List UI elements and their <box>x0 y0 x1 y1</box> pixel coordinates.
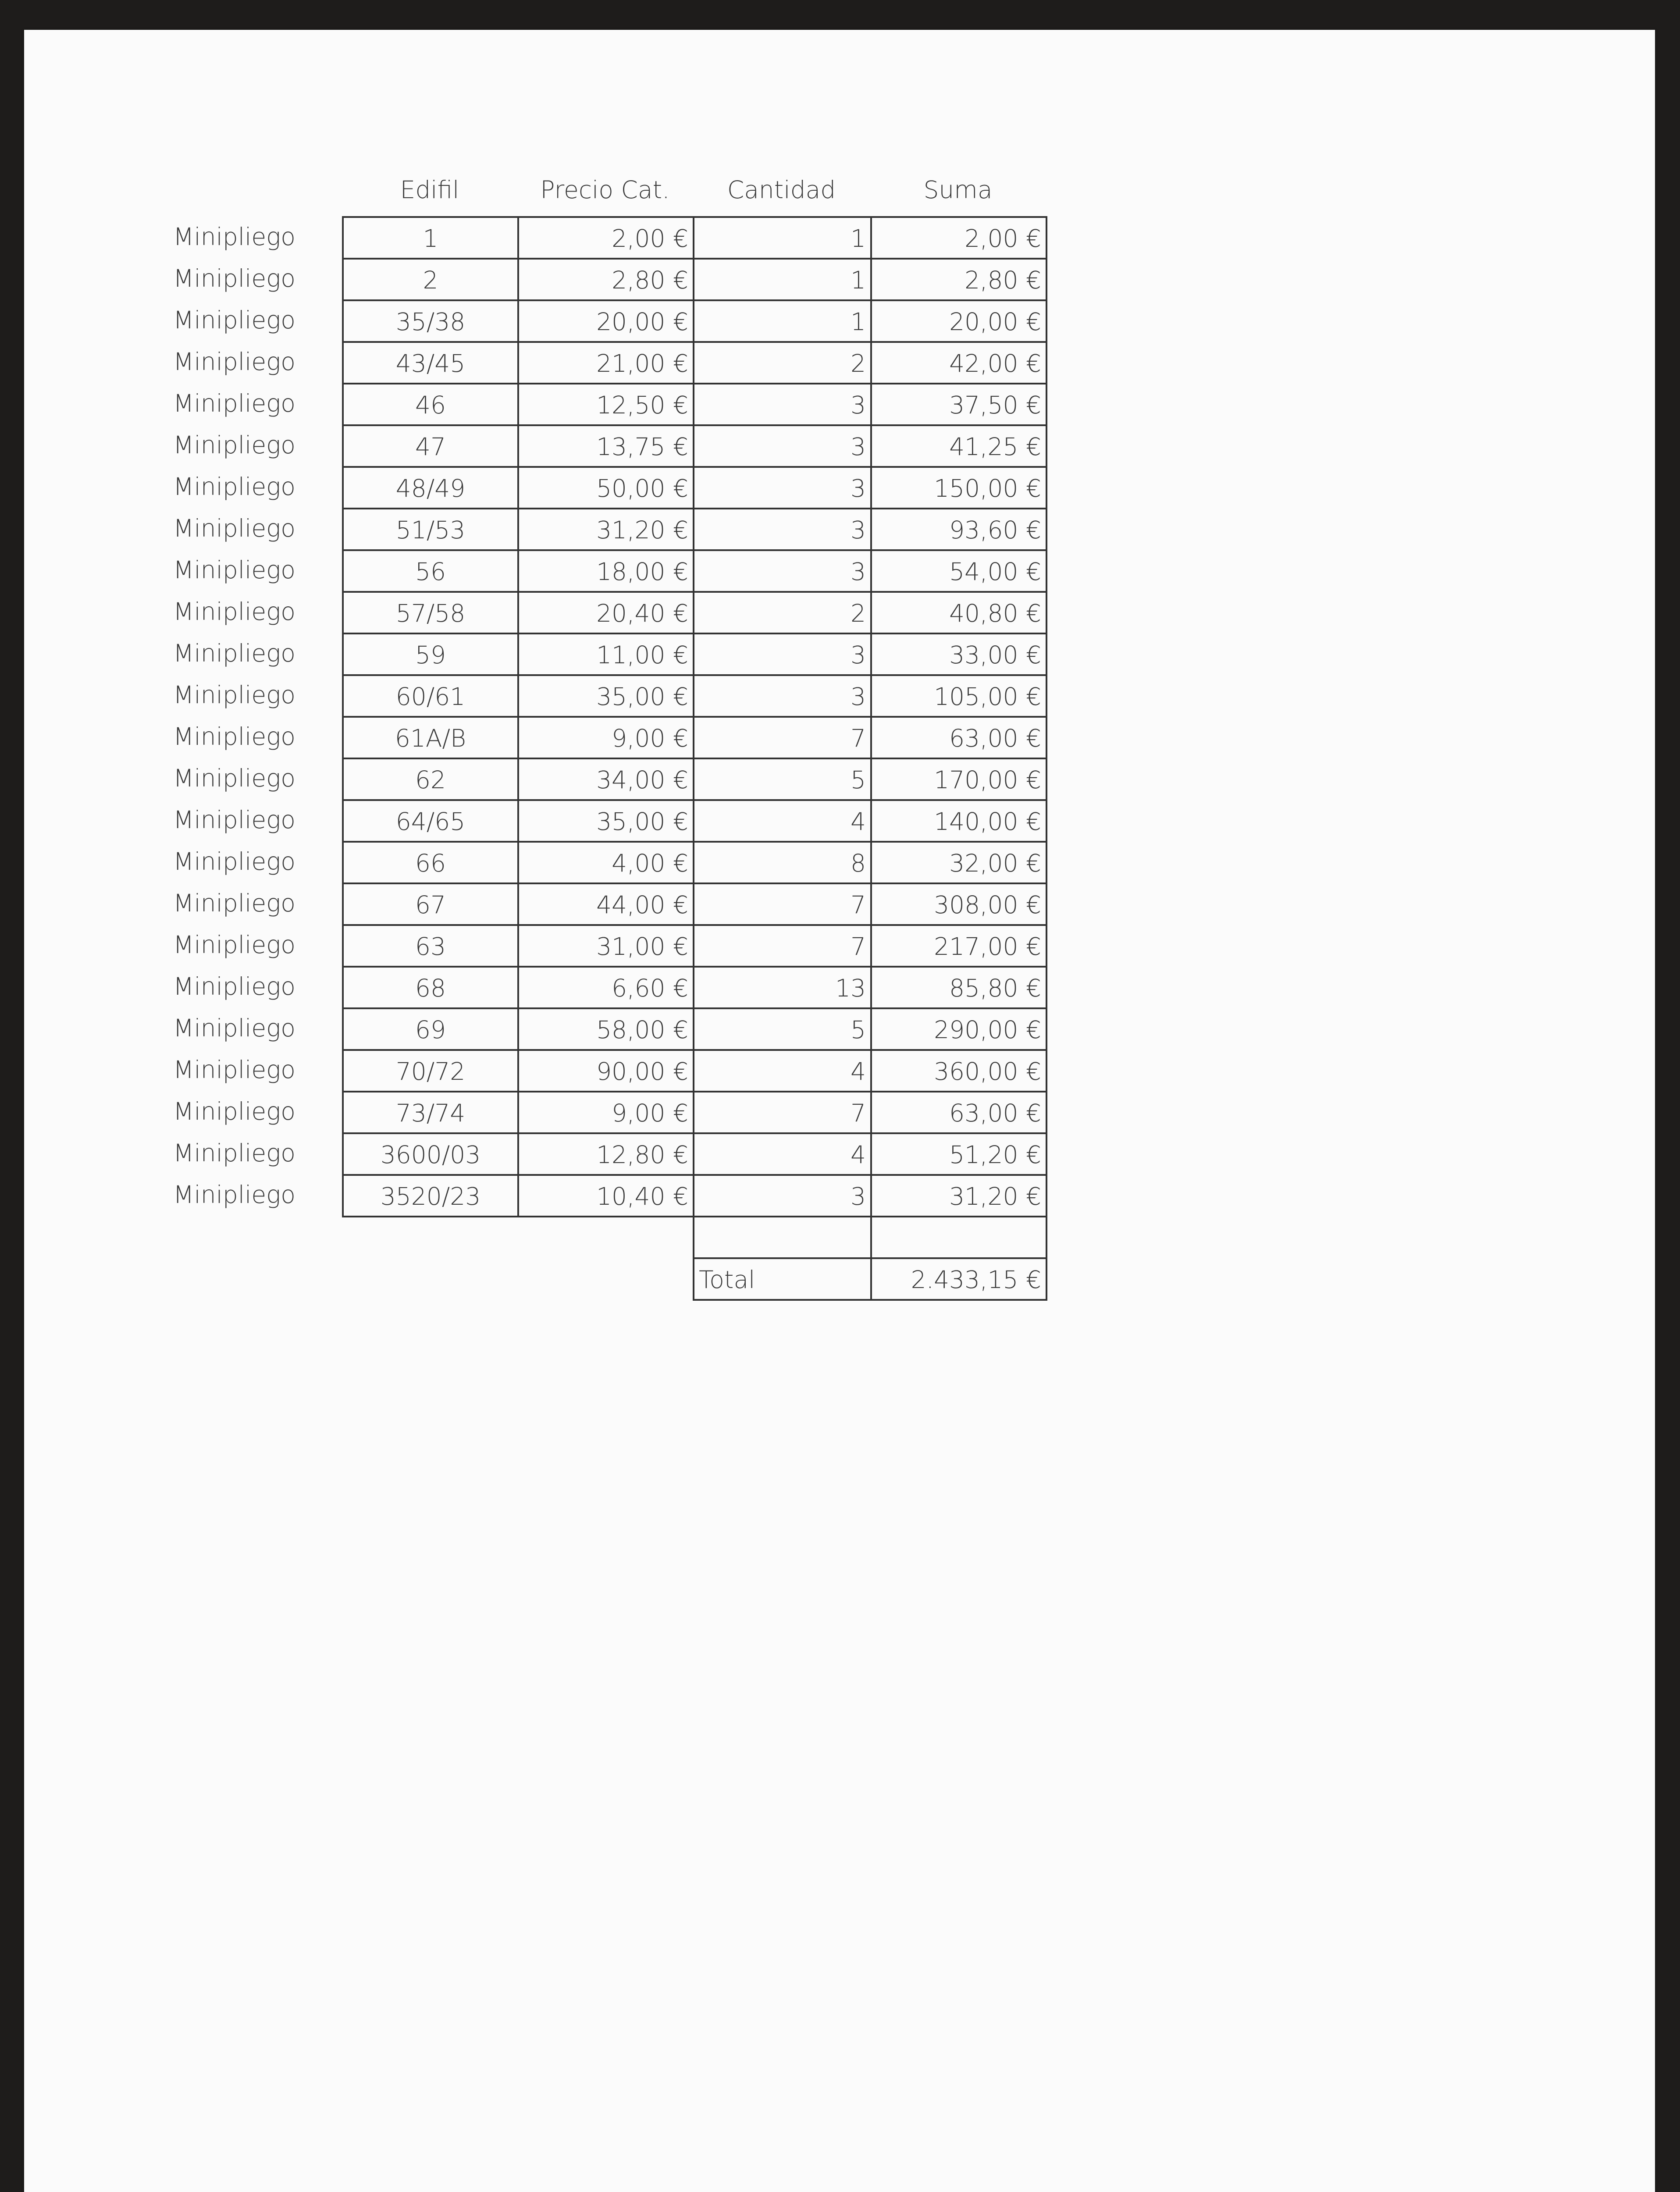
cell-cantidad: 3 <box>693 383 872 426</box>
cell-edifil: 59 <box>342 633 519 676</box>
cell-precio: 20,00 € <box>517 299 694 343</box>
cell-suma: 360,00 € <box>870 1049 1047 1092</box>
cell-edifil: 3600/03 <box>342 1132 519 1176</box>
row-label: Minipliego <box>173 931 295 959</box>
cell-precio: 34,00 € <box>517 758 694 801</box>
cell-precio: 4,00 € <box>517 841 694 884</box>
cell-edifil: 57/58 <box>342 591 519 634</box>
cell-suma: 2,00 € <box>870 216 1047 260</box>
cell-precio: 6,60 € <box>517 966 694 1009</box>
row-label: Minipliego <box>173 806 295 834</box>
cell-precio: 20,40 € <box>517 591 694 634</box>
cell-precio: 12,80 € <box>517 1132 694 1176</box>
cell-suma: 41,25 € <box>870 424 1047 468</box>
cell-cantidad: 3 <box>693 549 872 593</box>
header-edifil: Edifil <box>400 176 459 204</box>
cell-precio: 11,00 € <box>517 633 694 676</box>
cell-edifil: 48/49 <box>342 466 519 509</box>
cell-edifil: 46 <box>342 383 519 426</box>
cell-cantidad: 4 <box>693 799 872 843</box>
cell-edifil: 64/65 <box>342 799 519 843</box>
row-label: Minipliego <box>173 681 295 709</box>
row-label: Minipliego <box>173 1014 295 1042</box>
cell-cantidad: 5 <box>693 1007 872 1051</box>
cell-cantidad: 1 <box>693 216 872 260</box>
cell-cantidad: 7 <box>693 1091 872 1134</box>
cell-precio: 18,00 € <box>517 549 694 593</box>
cell-precio: 31,20 € <box>517 508 694 551</box>
cell-cantidad: 7 <box>693 716 872 759</box>
cell-precio: 90,00 € <box>517 1049 694 1092</box>
cell-cantidad: 8 <box>693 841 872 884</box>
total-value: 2.433,15 € <box>870 1257 1047 1301</box>
cell-edifil: 63 <box>342 924 519 968</box>
row-label: Minipliego <box>173 348 295 376</box>
blank-suma-cell <box>870 1216 1047 1259</box>
cell-edifil: 1 <box>342 216 519 260</box>
blank-cantidad-cell <box>693 1216 872 1259</box>
cell-cantidad: 3 <box>693 674 872 718</box>
cell-suma: 105,00 € <box>870 674 1047 718</box>
cell-suma: 32,00 € <box>870 841 1047 884</box>
row-label: Minipliego <box>173 514 295 542</box>
cell-suma: 217,00 € <box>870 924 1047 968</box>
cell-edifil: 2 <box>342 258 519 301</box>
row-label: Minipliego <box>173 431 295 459</box>
row-label: Minipliego <box>173 1181 295 1209</box>
cell-precio: 12,50 € <box>517 383 694 426</box>
cell-precio: 35,00 € <box>517 674 694 718</box>
cell-edifil: 60/61 <box>342 674 519 718</box>
cell-suma: 85,80 € <box>870 966 1047 1009</box>
cell-suma: 51,20 € <box>870 1132 1047 1176</box>
cell-edifil: 66 <box>342 841 519 884</box>
cell-cantidad: 3 <box>693 508 872 551</box>
cell-suma: 308,00 € <box>870 882 1047 926</box>
cell-precio: 2,80 € <box>517 258 694 301</box>
cell-precio: 58,00 € <box>517 1007 694 1051</box>
document-page <box>24 30 1655 2192</box>
row-label: Minipliego <box>173 847 295 875</box>
cell-edifil: 3520/23 <box>342 1174 519 1217</box>
row-label: Minipliego <box>173 264 295 292</box>
total-label: Total <box>693 1257 872 1301</box>
row-label: Minipliego <box>173 1139 295 1167</box>
row-label: Minipliego <box>173 223 295 251</box>
cell-edifil: 69 <box>342 1007 519 1051</box>
cell-suma: 2,80 € <box>870 258 1047 301</box>
cell-cantidad: 1 <box>693 258 872 301</box>
cell-suma: 140,00 € <box>870 799 1047 843</box>
cell-cantidad: 3 <box>693 1174 872 1217</box>
row-label: Minipliego <box>173 1056 295 1084</box>
cell-edifil: 43/45 <box>342 341 519 384</box>
cell-edifil: 70/72 <box>342 1049 519 1092</box>
cell-cantidad: 7 <box>693 924 872 968</box>
cell-precio: 21,00 € <box>517 341 694 384</box>
cell-suma: 290,00 € <box>870 1007 1047 1051</box>
cell-suma: 150,00 € <box>870 466 1047 509</box>
cell-cantidad: 3 <box>693 424 872 468</box>
cell-precio: 2,00 € <box>517 216 694 260</box>
cell-cantidad: 2 <box>693 341 872 384</box>
cell-suma: 20,00 € <box>870 299 1047 343</box>
cell-edifil: 68 <box>342 966 519 1009</box>
cell-suma: 40,80 € <box>870 591 1047 634</box>
cell-suma: 42,00 € <box>870 341 1047 384</box>
cell-cantidad: 1 <box>693 299 872 343</box>
cell-precio: 50,00 € <box>517 466 694 509</box>
cell-precio: 9,00 € <box>517 1091 694 1134</box>
cell-cantidad: 3 <box>693 633 872 676</box>
row-label: Minipliego <box>173 598 295 626</box>
cell-edifil: 51/53 <box>342 508 519 551</box>
row-label: Minipliego <box>173 639 295 667</box>
cell-edifil: 56 <box>342 549 519 593</box>
row-label: Minipliego <box>173 972 295 1000</box>
cell-cantidad: 4 <box>693 1049 872 1092</box>
cell-edifil: 35/38 <box>342 299 519 343</box>
cell-cantidad: 3 <box>693 466 872 509</box>
row-label: Minipliego <box>173 764 295 792</box>
cell-precio: 44,00 € <box>517 882 694 926</box>
cell-edifil: 67 <box>342 882 519 926</box>
row-label: Minipliego <box>173 1097 295 1125</box>
cell-cantidad: 2 <box>693 591 872 634</box>
cell-suma: 93,60 € <box>870 508 1047 551</box>
cell-suma: 33,00 € <box>870 633 1047 676</box>
header-suma: Suma <box>923 176 993 204</box>
row-label: Minipliego <box>173 556 295 584</box>
cell-suma: 63,00 € <box>870 1091 1047 1134</box>
cell-cantidad: 5 <box>693 758 872 801</box>
row-label: Minipliego <box>173 306 295 334</box>
header-cantidad: Cantidad <box>727 176 836 204</box>
cell-precio: 35,00 € <box>517 799 694 843</box>
cell-suma: 54,00 € <box>870 549 1047 593</box>
cell-suma: 31,20 € <box>870 1174 1047 1217</box>
cell-precio: 9,00 € <box>517 716 694 759</box>
cell-edifil: 61A/B <box>342 716 519 759</box>
cell-suma: 170,00 € <box>870 758 1047 801</box>
cell-precio: 13,75 € <box>517 424 694 468</box>
cell-precio: 31,00 € <box>517 924 694 968</box>
cell-suma: 37,50 € <box>870 383 1047 426</box>
cell-suma: 63,00 € <box>870 716 1047 759</box>
cell-edifil: 62 <box>342 758 519 801</box>
row-label: Minipliego <box>173 389 295 417</box>
row-label: Minipliego <box>173 722 295 751</box>
cell-cantidad: 7 <box>693 882 872 926</box>
header-precio: Precio Cat. <box>540 176 670 204</box>
cell-cantidad: 4 <box>693 1132 872 1176</box>
cell-cantidad: 13 <box>693 966 872 1009</box>
cell-edifil: 73/74 <box>342 1091 519 1134</box>
row-label: Minipliego <box>173 473 295 501</box>
cell-edifil: 47 <box>342 424 519 468</box>
row-label: Minipliego <box>173 889 295 917</box>
cell-precio: 10,40 € <box>517 1174 694 1217</box>
